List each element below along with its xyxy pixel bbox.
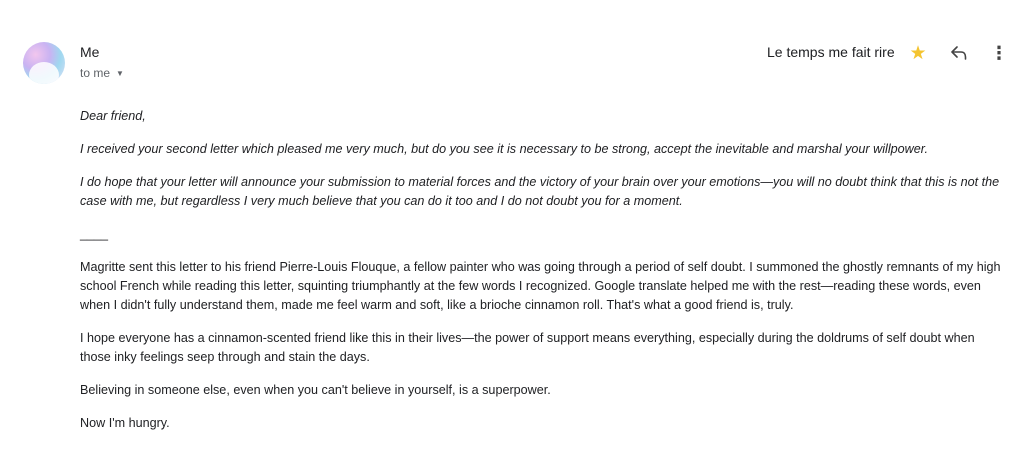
more-vert-icon[interactable]: ⋮: [990, 42, 1008, 63]
avatar[interactable]: [23, 42, 65, 84]
commentary-paragraph: I hope everyone has a cinnamon-scented friend like this in their lives—the power of support means everything, especially during the doldrums of self doubt when those inky feelings seep through and stain the days.: [80, 331, 975, 364]
star-icon[interactable]: ★: [909, 42, 927, 64]
sender-name: Me: [80, 44, 100, 60]
letter-salutation: Dear friend,: [80, 109, 146, 123]
reply-icon[interactable]: [947, 41, 971, 65]
commentary-paragraph: Now I'm hungry.: [80, 416, 170, 430]
chevron-down-icon[interactable]: ▼: [116, 68, 124, 78]
recipient-label: to me: [80, 66, 111, 80]
letter-paragraph: I received your second letter which pleased me very much, but do you see it is necessary to be strong, accept the inevitable and marshal your willpower.: [80, 142, 928, 156]
commentary-paragraph: Believing in someone else, even when you can't believe in yourself, is a superpower.: [80, 383, 551, 397]
subject-tag: Le temps me fait rire: [767, 44, 895, 60]
divider: ____: [80, 227, 109, 241]
letter-paragraph: I do hope that your letter will announce your submission to material forces and the victory of your brain over your emotions—you will no doubt think that this is not the case with me, but regardless I very much believe that you can do it too and I do not doubt you for a moment.: [80, 175, 1000, 208]
commentary-paragraph: Magritte sent this letter to his friend Pierre-Louis Flouque, a fellow painter who was going through a period of self doubt. I summoned the ghostly remnants of my high school French while reading this letter, squinting triumphantly at the few words I recognized. Google translate helped me with the rest—reading these words, even when I didn't fully understand them, made me feel warm and soft, like a brioche cinnamon roll. That's what a good friend is, truly.: [80, 260, 1001, 312]
message-body: [80, 107, 1006, 447]
recipient-details-toggle[interactable]: [80, 66, 124, 80]
